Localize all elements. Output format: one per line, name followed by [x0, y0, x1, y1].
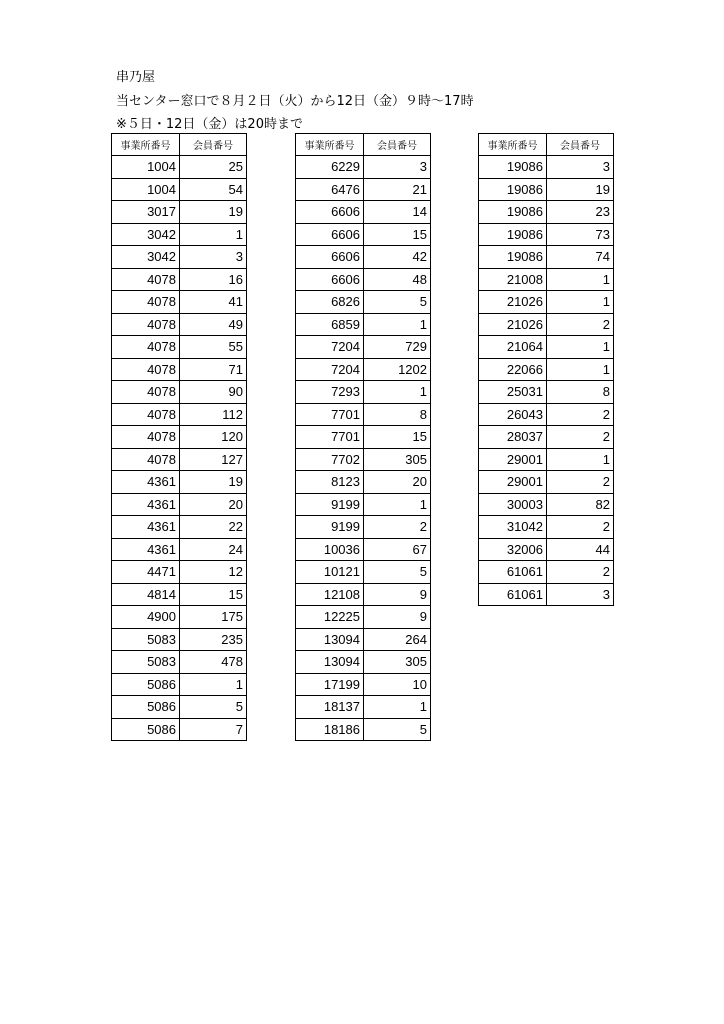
member-number-cell: 1: [547, 291, 614, 314]
table-row: [112, 403, 247, 426]
table-row: [112, 313, 247, 336]
table-row: [112, 291, 247, 314]
member-number-header: 会員番号: [547, 134, 614, 156]
member-number-cell: 9: [364, 583, 431, 606]
table-row: [479, 583, 614, 606]
member-number-cell: 127: [180, 448, 247, 471]
office-number-cell: 7204: [296, 358, 364, 381]
office-number-cell: 4361: [112, 516, 180, 539]
table-row: [112, 223, 247, 246]
member-number-cell: 41: [180, 291, 247, 314]
table-row: [479, 561, 614, 584]
table-row: [479, 426, 614, 449]
office-number-cell: 5083: [112, 651, 180, 674]
table-row: [112, 426, 247, 449]
office-number-cell: 10121: [296, 561, 364, 584]
member-number-cell: 3: [547, 156, 614, 179]
table-row: [112, 516, 247, 539]
table-row: [296, 673, 431, 696]
office-number-cell: 21026: [479, 313, 547, 336]
member-number-cell: 71: [180, 358, 247, 381]
table-header-row: [112, 134, 247, 156]
office-number-cell: 61061: [479, 583, 547, 606]
member-number-cell: 19: [180, 471, 247, 494]
member-number-cell: 478: [180, 651, 247, 674]
member-number-cell: 67: [364, 538, 431, 561]
member-number-cell: 729: [364, 336, 431, 359]
office-number-cell: 7701: [296, 403, 364, 426]
member-number-cell: 1: [180, 673, 247, 696]
office-number-cell: 5086: [112, 696, 180, 719]
office-number-cell: 61061: [479, 561, 547, 584]
table-row: [112, 561, 247, 584]
table-row: [479, 223, 614, 246]
table-header-row: [296, 134, 431, 156]
member-number-cell: 20: [180, 493, 247, 516]
office-number-cell: 3042: [112, 223, 180, 246]
member-number-cell: 15: [364, 426, 431, 449]
member-number-cell: 2: [547, 561, 614, 584]
office-number-cell: 22066: [479, 358, 547, 381]
pickup-schedule: 当センター窓口で８月２日（火）から12日（金）９時〜17時: [116, 93, 474, 109]
member-number-cell: 49: [180, 313, 247, 336]
member-number-cell: 55: [180, 336, 247, 359]
office-number-cell: 19086: [479, 223, 547, 246]
table-row: [296, 493, 431, 516]
office-number-cell: 26043: [479, 403, 547, 426]
member-number-cell: 12: [180, 561, 247, 584]
member-number-cell: 2: [547, 471, 614, 494]
member-number-cell: 9: [364, 606, 431, 629]
table-row: [296, 606, 431, 629]
office-number-cell: 10036: [296, 538, 364, 561]
office-number-cell: 4078: [112, 403, 180, 426]
member-number-cell: 2: [547, 426, 614, 449]
member-number-cell: 90: [180, 381, 247, 404]
table-row: [296, 538, 431, 561]
table-row: [296, 403, 431, 426]
office-number-cell: 29001: [479, 471, 547, 494]
table-row: [112, 718, 247, 741]
member-number-cell: 8: [547, 381, 614, 404]
table-row: [296, 268, 431, 291]
office-number-cell: 28037: [479, 426, 547, 449]
table-row: [112, 156, 247, 179]
member-number-cell: 19: [547, 178, 614, 201]
member-number-cell: 5: [180, 696, 247, 719]
table-row: [479, 313, 614, 336]
office-number-cell: 5086: [112, 718, 180, 741]
member-number-cell: 10: [364, 673, 431, 696]
office-number-cell: 13094: [296, 628, 364, 651]
office-number-cell: 4078: [112, 426, 180, 449]
document-header: [116, 66, 474, 137]
office-number-cell: 4900: [112, 606, 180, 629]
table-row: [479, 538, 614, 561]
office-number-cell: 1004: [112, 178, 180, 201]
table-row: [112, 651, 247, 674]
table-row: [112, 696, 247, 719]
member-number-cell: 2: [547, 403, 614, 426]
office-number-cell: 1004: [112, 156, 180, 179]
office-number-cell: 19086: [479, 246, 547, 269]
table-row: [112, 673, 247, 696]
member-number-cell: 82: [547, 493, 614, 516]
office-number-cell: 9199: [296, 516, 364, 539]
table-row: [479, 403, 614, 426]
table-row: [479, 358, 614, 381]
table-row: [479, 493, 614, 516]
office-number-cell: 9199: [296, 493, 364, 516]
office-number-header: 事業所番号: [296, 134, 364, 156]
member-number-cell: 1: [547, 336, 614, 359]
table-row: [112, 358, 247, 381]
office-number-cell: 7293: [296, 381, 364, 404]
member-number-cell: 1: [364, 696, 431, 719]
member-number-cell: 1: [547, 448, 614, 471]
table-row: [296, 313, 431, 336]
member-number-cell: 74: [547, 246, 614, 269]
office-number-cell: 4471: [112, 561, 180, 584]
member-number-cell: 1: [364, 493, 431, 516]
office-number-cell: 4361: [112, 538, 180, 561]
table-row: [479, 156, 614, 179]
table-row: [296, 426, 431, 449]
office-number-cell: 19086: [479, 178, 547, 201]
member-number-header: 会員番号: [180, 134, 247, 156]
table-row: [296, 471, 431, 494]
office-number-cell: 4078: [112, 358, 180, 381]
table-row: [112, 493, 247, 516]
office-number-cell: 29001: [479, 448, 547, 471]
office-number-cell: 5083: [112, 628, 180, 651]
member-number-cell: 14: [364, 201, 431, 224]
table-row: [112, 448, 247, 471]
office-number-cell: 31042: [479, 516, 547, 539]
table-row: [296, 223, 431, 246]
table-row: [296, 381, 431, 404]
member-number-cell: 2: [364, 516, 431, 539]
member-number-cell: 8: [364, 403, 431, 426]
member-table-1: [111, 133, 247, 741]
office-number-header: 事業所番号: [479, 134, 547, 156]
office-number-cell: 4078: [112, 336, 180, 359]
office-number-cell: 12225: [296, 606, 364, 629]
member-number-cell: 2: [547, 313, 614, 336]
table-row: [479, 201, 614, 224]
member-number-cell: 1: [364, 313, 431, 336]
table-row: [296, 178, 431, 201]
office-number-cell: 21064: [479, 336, 547, 359]
office-number-cell: 4078: [112, 448, 180, 471]
member-number-cell: 7: [180, 718, 247, 741]
member-number-cell: 25: [180, 156, 247, 179]
table-row: [112, 583, 247, 606]
member-number-cell: 235: [180, 628, 247, 651]
member-number-header: 会員番号: [364, 134, 431, 156]
member-number-cell: 48: [364, 268, 431, 291]
table-row: [112, 538, 247, 561]
store-name: 串乃屋: [116, 70, 156, 85]
office-number-cell: 4078: [112, 313, 180, 336]
table-row: [296, 583, 431, 606]
office-number-cell: 3042: [112, 246, 180, 269]
member-number-cell: 112: [180, 403, 247, 426]
office-number-cell: 4814: [112, 583, 180, 606]
member-number-cell: 264: [364, 628, 431, 651]
table-row: [296, 291, 431, 314]
office-number-cell: 6826: [296, 291, 364, 314]
member-number-cell: 1: [180, 223, 247, 246]
office-number-cell: 4078: [112, 291, 180, 314]
table-row: [112, 336, 247, 359]
table-row: [296, 718, 431, 741]
office-number-cell: 8123: [296, 471, 364, 494]
table-row: [296, 516, 431, 539]
office-number-cell: 7702: [296, 448, 364, 471]
member-number-cell: 73: [547, 223, 614, 246]
member-number-cell: 1202: [364, 358, 431, 381]
office-number-cell: 13094: [296, 651, 364, 674]
table-row: [479, 381, 614, 404]
member-number-cell: 305: [364, 448, 431, 471]
table-row: [296, 358, 431, 381]
member-table-2: [295, 133, 431, 741]
office-number-header: 事業所番号: [112, 134, 180, 156]
office-number-cell: 6476: [296, 178, 364, 201]
member-number-cell: 16: [180, 268, 247, 291]
table-row: [479, 516, 614, 539]
office-number-cell: 7204: [296, 336, 364, 359]
member-number-cell: 23: [547, 201, 614, 224]
office-number-cell: 5086: [112, 673, 180, 696]
table-row: [112, 381, 247, 404]
member-number-cell: 22: [180, 516, 247, 539]
member-number-cell: 44: [547, 538, 614, 561]
member-number-cell: 175: [180, 606, 247, 629]
member-number-cell: 3: [180, 246, 247, 269]
office-number-cell: 6606: [296, 201, 364, 224]
office-number-cell: 6606: [296, 246, 364, 269]
office-number-cell: 4361: [112, 493, 180, 516]
member-number-cell: 1: [547, 268, 614, 291]
office-number-cell: 21008: [479, 268, 547, 291]
office-number-cell: 32006: [479, 538, 547, 561]
member-number-cell: 5: [364, 561, 431, 584]
table-row: [112, 246, 247, 269]
table-row: [296, 651, 431, 674]
table-row: [112, 178, 247, 201]
table-row: [479, 448, 614, 471]
member-number-cell: 42: [364, 246, 431, 269]
office-number-cell: 6229: [296, 156, 364, 179]
office-number-cell: 19086: [479, 201, 547, 224]
member-number-cell: 5: [364, 718, 431, 741]
member-number-cell: 24: [180, 538, 247, 561]
table-row: [479, 471, 614, 494]
office-number-cell: 4361: [112, 471, 180, 494]
table-row: [296, 696, 431, 719]
table-row: [112, 268, 247, 291]
table-header-row: [479, 134, 614, 156]
table-row: [479, 178, 614, 201]
office-number-cell: 25031: [479, 381, 547, 404]
office-number-cell: 21026: [479, 291, 547, 314]
member-number-cell: 54: [180, 178, 247, 201]
table-row: [479, 268, 614, 291]
office-number-cell: 4078: [112, 381, 180, 404]
member-number-cell: 3: [547, 583, 614, 606]
member-table-3: [478, 133, 614, 606]
office-number-cell: 17199: [296, 673, 364, 696]
member-number-cell: 19: [180, 201, 247, 224]
member-number-cell: 120: [180, 426, 247, 449]
member-number-cell: 3: [364, 156, 431, 179]
office-number-cell: 30003: [479, 493, 547, 516]
table-row: [112, 606, 247, 629]
table-row: [112, 471, 247, 494]
member-number-cell: 1: [364, 381, 431, 404]
table-row: [296, 156, 431, 179]
table-row: [479, 336, 614, 359]
office-number-cell: 6859: [296, 313, 364, 336]
table-row: [296, 246, 431, 269]
member-number-cell: 305: [364, 651, 431, 674]
office-number-cell: 19086: [479, 156, 547, 179]
member-number-cell: 2: [547, 516, 614, 539]
member-number-cell: 15: [364, 223, 431, 246]
table-row: [479, 291, 614, 314]
table-row: [296, 628, 431, 651]
member-number-cell: 15: [180, 583, 247, 606]
office-number-cell: 12108: [296, 583, 364, 606]
table-row: [112, 201, 247, 224]
extended-hours-note: ※５日・12日（金）は20時まで: [116, 117, 303, 132]
office-number-cell: 6606: [296, 223, 364, 246]
office-number-cell: 7701: [296, 426, 364, 449]
table-row: [296, 448, 431, 471]
office-number-cell: 3017: [112, 201, 180, 224]
member-number-cell: 21: [364, 178, 431, 201]
member-number-cell: 1: [547, 358, 614, 381]
table-row: [296, 336, 431, 359]
office-number-cell: 18186: [296, 718, 364, 741]
table-row: [296, 561, 431, 584]
member-number-cell: 20: [364, 471, 431, 494]
table-row: [112, 628, 247, 651]
office-number-cell: 4078: [112, 268, 180, 291]
table-row: [479, 246, 614, 269]
office-number-cell: 18137: [296, 696, 364, 719]
table-row: [296, 201, 431, 224]
office-number-cell: 6606: [296, 268, 364, 291]
member-number-cell: 5: [364, 291, 431, 314]
